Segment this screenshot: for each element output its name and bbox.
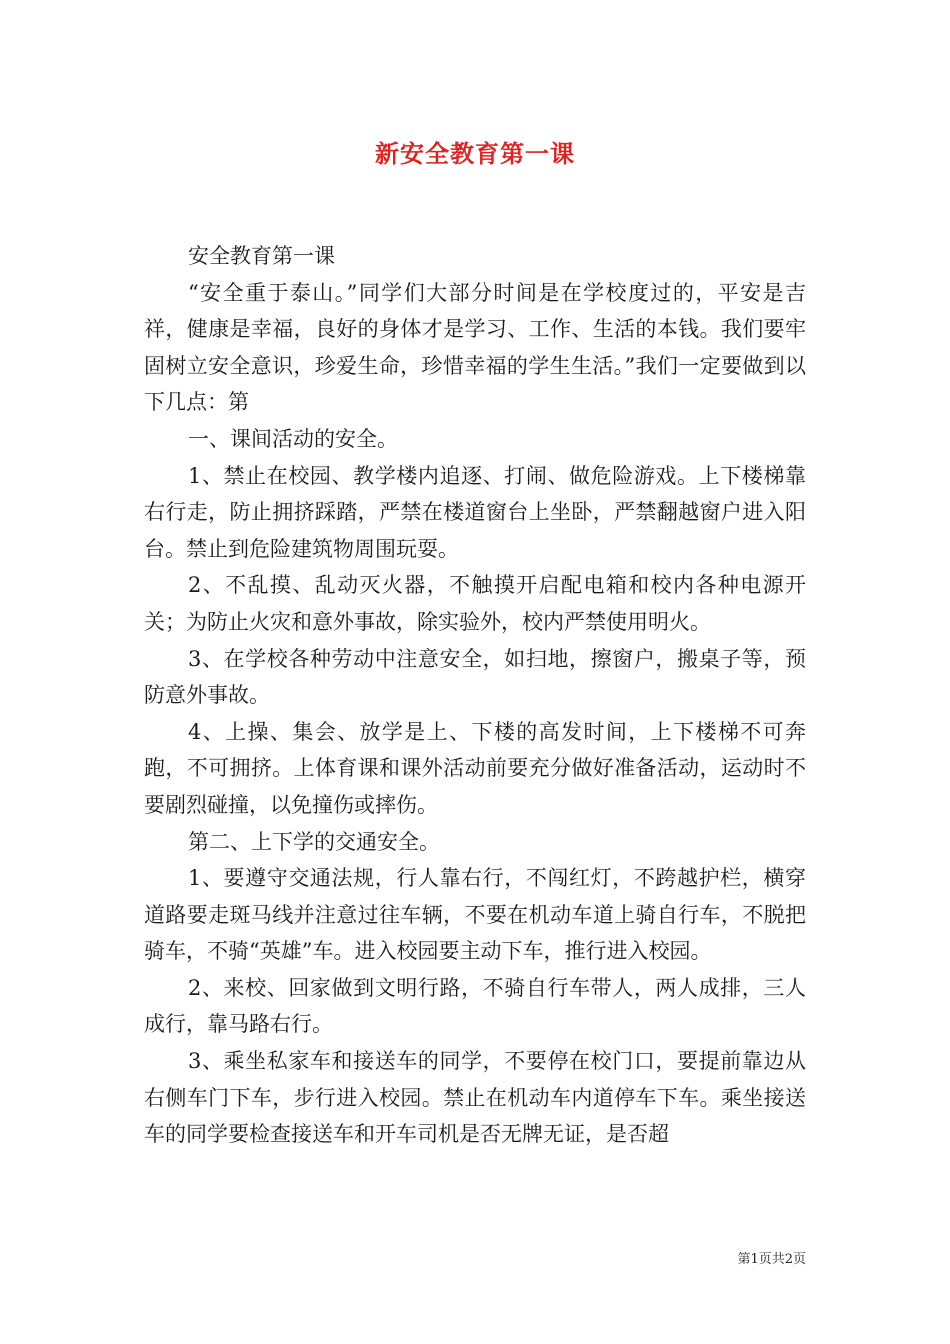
paragraph: 3、乘坐私家车和接送车的同学，不要停在校门口，要提前靠边从右侧车门下车，步行进入校园。禁止在机动车内道停车下车。乘坐接送车的同学要检查接送车和开车司机是否无牌无证，是否超 — [144, 1049, 806, 1147]
page-number-label: 第1页共2页 — [737, 1252, 806, 1267]
paragraph: 1、要遵守交通法规，行人靠右行，不闯红灯，不跨越护栏，横穿道路要走斑马线并注意过往车辆，不要在机动车道上骑自行车，不脱把骑车，不骑“英雄”车。进入校园要主动下车，推行进入校园。 — [144, 866, 806, 964]
paragraph: 第二、上下学的交通安全。 — [188, 829, 440, 854]
document-title: 新安全教育第一课 — [375, 139, 575, 168]
paragraph: 安全教育第一课 — [188, 244, 335, 268]
paragraph: 4、上操、集会、放学是上、下楼的高发时间，上下楼梯不可奔跑，不可拥挤。上体育课和课外活动前要充分做好准备活动，运动时不要剧烈碰撞，以免撞伤或摔伤。 — [144, 719, 806, 817]
page-footer — [737, 1248, 806, 1267]
paragraph: 一、课间活动的安全。 — [188, 426, 398, 451]
paragraph: “安全重于泰山。”同学们大部分时间是在学校度过的，平安是吉祥，健康是幸福，良好的身体才是学习、工作、生活的本钱。我们要牢固树立安全意识，珍爱生命，珍惜幸福的学生生活。”我们一定要做到以下几点：第 — [144, 280, 806, 415]
paragraph: 3、在学校各种劳动中注意安全，如扫地，擦窗户，搬桌子等，预防意外事故。 — [144, 646, 806, 708]
paragraph: 2、来校、回家做到文明行路，不骑自行车带人，两人成排，三人成行，靠马路右行。 — [144, 975, 806, 1037]
paragraph: 1、禁止在校园、教学楼内追逐、打闹、做危险游戏。上下楼梯靠右行走，防止拥挤踩踏，严禁在楼道窗台上坐卧，严禁翻越窗户进入阳台。禁止到危险建筑物周围玩耍。 — [144, 463, 806, 561]
document-body — [144, 238, 806, 1153]
paragraph: 2、不乱摸、乱动灭火器，不触摸开启配电箱和校内各种电源开关；为防止火灾和意外事故，除实验外，校内严禁使用明火。 — [144, 573, 806, 634]
